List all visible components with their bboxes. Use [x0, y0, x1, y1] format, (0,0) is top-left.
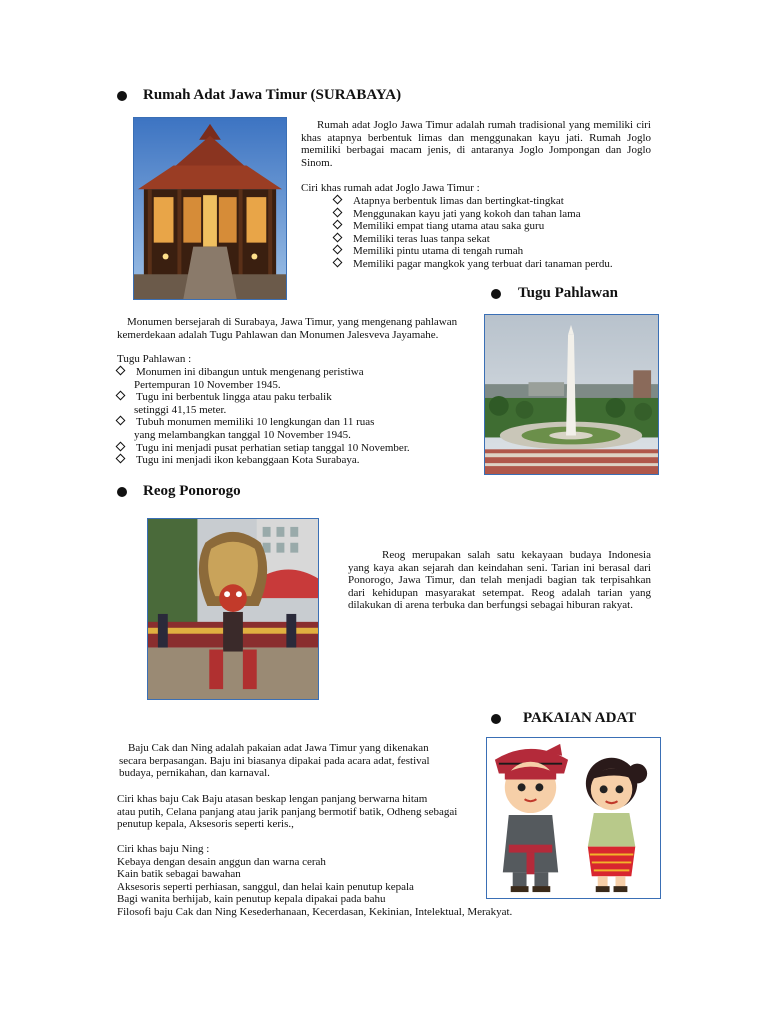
tugu-heading: Tugu Pahlawan — [518, 285, 618, 301]
diamond-bullet-icon — [116, 366, 126, 376]
list-item: Tubuh monumen memiliki 10 lengkungan dan 11 ruas — [117, 416, 410, 429]
rumah-intro: Rumah adat Joglo Jawa Timur adalah rumah tradisional yang memiliki ciri khas atapnya berbentuk limas dan menggunakan kayu jati. Rumah Joglo memiliki berbagai macam jenis, di antaranya Joglo Jompongan dan Joglo Sinom. — [301, 119, 651, 169]
diamond-bullet-icon — [333, 258, 343, 268]
tugu-pahlawan-photo — [484, 314, 659, 475]
text-line: Ciri khas baju Cak Baju atasan beskap lengan panjang berwarna hitam — [117, 793, 428, 805]
list-item: Menggunakan kayu jati yang kokoh dan tahan lama — [334, 208, 613, 221]
list-item-continuation: setinggi 41,15 meter. — [134, 403, 227, 416]
reog-photo — [147, 518, 319, 700]
list-item: Memiliki teras luas tanpa sekat — [334, 233, 613, 246]
ning-title: Ciri khas baju Ning : — [117, 843, 210, 855]
list-item: Tugu ini berbentuk lingga atau paku terbalik — [117, 391, 410, 404]
diamond-bullet-icon — [116, 391, 126, 401]
pakaian-heading: PAKAIAN ADAT — [523, 710, 637, 726]
section-bullet — [491, 289, 501, 299]
ning-description — [117, 843, 512, 919]
joglo-house-photo — [133, 117, 287, 300]
text-line: Baju Cak dan Ning adalah pakaian adat Jawa Timur yang dikenakan — [128, 742, 429, 754]
diamond-bullet-icon — [333, 207, 343, 217]
rumah-heading: Rumah Adat Jawa Timur (SURABAYA) — [143, 87, 402, 103]
list-item-continuation: yang melambangkan tanggal 10 November 1945. — [134, 428, 351, 441]
text-line: Aksesoris seperti perhiasan, sanggul, dan helai kain penutup kepala — [117, 880, 414, 893]
diamond-bullet-icon — [116, 454, 126, 464]
reog-text: Reog merupakan salah satu kekayaan budaya Indonesia yang kaya akan sejarah dan keindahan seni. Tarian ini berasal dari Ponorogo, Jawa Timur, dan telah menjadi bagian tak terpisahkan dari kehidupan masyarakat setempat. Reog adalah tarian yang dilakukan di arena terbuka dan berfungsi sebagai hiburan rakyat. — [348, 549, 651, 612]
list-item-continuation: Pertempuran 10 November 1945. — [134, 378, 281, 391]
list-item: Atapnya berbentuk limas dan bertingkat-tingkat — [334, 195, 613, 208]
list-item: Memiliki pintu utama di tengah rumah — [334, 245, 613, 258]
text-line: Bagi wanita berhijab, kain penutup kepala dipakai pada bahu — [117, 893, 386, 906]
text-line: atau putih, Celana panjang atau jarik panjang bermotif batik, Odheng sebagai — [117, 805, 458, 818]
list-item: Tugu ini menjadi pusat perhatian setiap tanggal 10 November. — [117, 442, 410, 455]
text-line: penutup kepala, Aksesoris seperti keris., — [117, 818, 294, 831]
rumah-list — [334, 195, 613, 271]
diamond-bullet-icon — [333, 220, 343, 230]
tugu-intro: Monumen bersejarah di Surabaya, Jawa Timur, yang mengenang pahlawan kemerdekaan adalah Tugu Pahlawan dan Monumen Jalesveva Jayamahe. — [117, 316, 458, 341]
pakaian-intro — [117, 742, 430, 780]
diamond-bullet-icon — [333, 195, 343, 205]
text-line: Filosofi baju Cak dan Ning Kesederhanaan, Kecerdasan, Kekinian, Intelektual, Merakyat. — [117, 905, 513, 918]
cak-description — [117, 793, 457, 831]
section-bullet — [117, 91, 127, 101]
tugu-list — [117, 366, 410, 467]
text-line: budaya, pernikahan, dan karnaval. — [119, 767, 270, 780]
text-line: secara berpasangan. Baju ini biasanya dipakai pada acara adat, festival — [119, 754, 430, 767]
list-item: Tugu ini menjadi ikon kebanggaan Kota Surabaya. — [117, 454, 410, 467]
rumah-list-title: Ciri khas rumah adat Joglo Jawa Timur : — [301, 182, 480, 194]
list-item: Monumen ini dibangun untuk mengenang peristiwa — [117, 366, 410, 379]
text-line: Kebaya dengan desain anggun dan warna cerah — [117, 855, 326, 868]
diamond-bullet-icon — [333, 232, 343, 242]
diamond-bullet-icon — [116, 416, 126, 426]
diamond-bullet-icon — [116, 441, 126, 451]
tugu-list-title: Tugu Pahlawan : — [117, 353, 192, 365]
list-item: Memiliki pagar mangkok yang terbuat dari tanaman perdu. — [334, 258, 613, 271]
text-line: Kain batik sebagai bawahan — [117, 868, 241, 881]
diamond-bullet-icon — [333, 245, 343, 255]
section-bullet — [491, 714, 501, 724]
reog-heading: Reog Ponorogo — [143, 483, 241, 499]
section-bullet — [117, 487, 127, 497]
list-item: Memiliki empat tiang utama atau saka guru — [334, 220, 613, 233]
